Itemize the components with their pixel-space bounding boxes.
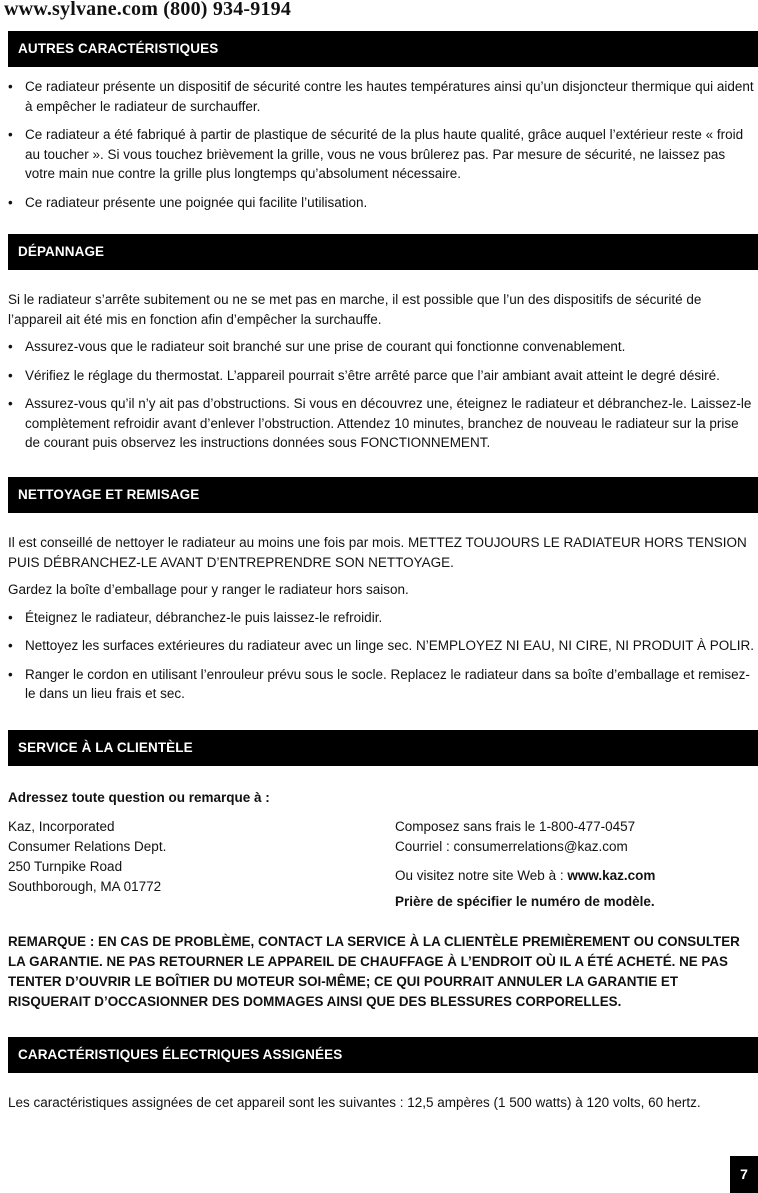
section-title-features: AUTRES CARACTÉRISTIQUES bbox=[8, 31, 758, 67]
service-web-link[interactable]: www.kaz.com bbox=[567, 868, 656, 883]
service-contact bbox=[395, 817, 655, 912]
troubleshooting-intro: Si le radiateur s’arrête subitement ou ne se met pas en marche, il est possible que l’un des dispositifs de sécurité de l’appareil ait été mis en fonction afin d’empêcher la surchauffe. bbox=[8, 292, 702, 327]
cleaning-intro: Il est conseillé de nettoyer le radiateur au moins une fois par mois. METTEZ TOUJOURS LE RADIATEUR HORS TENSION PUIS DÉBRANCHEZ-LE AVANT D’ENTREPRENDRE SON NETTOYAGE. bbox=[8, 535, 747, 570]
troubleshooting-body bbox=[8, 290, 756, 462]
section-title-cleaning: NETTOYAGE ET REMISAGE bbox=[8, 477, 758, 513]
site-header: www.sylvane.com (800) 934-9194 bbox=[4, 0, 292, 20]
service-web-line bbox=[395, 866, 655, 886]
cleaning-body bbox=[8, 533, 756, 713]
service-lead: Adressez toute question ou remarque à : bbox=[8, 790, 270, 805]
list-item: • Ce radiateur présente un dispositif de sécurité contre les hautes températures ainsi qu’un disjoncteur thermique qui aident à empêcher le radiateur de surchauffer. bbox=[8, 77, 756, 116]
cleaning-storage-note: Gardez la boîte d’emballage pour y ranger le radiateur hors saison. bbox=[8, 582, 409, 597]
address-line: Southborough, MA 01772 bbox=[8, 879, 162, 894]
list-item: • Assurez-vous que le radiateur soit branché sur une prise de courant qui fonctionne convenablement. bbox=[8, 337, 756, 357]
address-line: Kaz, Incorporated bbox=[8, 819, 115, 834]
features-body bbox=[8, 77, 756, 221]
section-title-service: SERVICE À LA CLIENTÈLE bbox=[8, 730, 758, 766]
address-line: Consumer Relations Dept. bbox=[8, 839, 167, 854]
electrical-text: Les caractéristiques assignées de cet appareil sont les suivantes : 12,5 ampères (1 500 watts) à 120 volts, 60 hertz. bbox=[8, 1095, 701, 1110]
list-item: • Ce radiateur a été fabriqué à partir de plastique de sécurité de la plus haute qualité, grâce auquel l’extérieur reste « froid au toucher ». Si vous touchez brièvement la grille, vous ne vous brûlerez pas. Par mesure de sécurité, ne laissez pas votre main nue contre la grille plus longtemps qu’absolument nécessaire. bbox=[8, 125, 756, 184]
page-number: 7 bbox=[730, 1156, 758, 1193]
list-item: • Ce radiateur présente une poignée qui facilite l’utilisation. bbox=[8, 193, 756, 213]
service-address bbox=[8, 817, 166, 897]
warning-note: REMARQUE : EN CAS DE PROBLÈME, CONTACT LA SERVICE À LA CLIENTÈLE PREMIÈREMENT OU CONSULTER LA GARANTIE. NE PAS RETOURNER LE APPAREIL DE CHAUFFAGE À L’ENDROIT OÙ IL A ÉTÉ ACHETÉ. NE PAS TENTER D’OUVRIR LE BOÎTIER DU MOTEUR SOI-MÊME; CE QUI POURRAIT ANNULER LA GARANTIE ET RISQUERAIT D’OCCASIONNER DES DOMMAGES AINSI QUE DES BLESSURES CORPORELLES. bbox=[8, 934, 740, 1009]
list-item: • Éteignez le radiateur, débranchez-le puis laissez-le refroidir. bbox=[8, 608, 756, 628]
service-phone: Composez sans frais le 1-800-477-0457 bbox=[395, 819, 636, 834]
service-model-note: Prière de spécifier le numéro de modèle. bbox=[395, 894, 655, 909]
list-item: • Ranger le cordon en utilisant l’enrouleur prévu sous le socle. Replacez le radiateur dans sa boîte d’emballage et remisez-le dans un lieu frais et sec. bbox=[8, 665, 756, 704]
list-item: • Vérifiez le réglage du thermostat. L’appareil pourrait s’être arrêté parce que l’air ambiant avait atteint le degré désiré. bbox=[8, 366, 756, 386]
list-item: • Nettoyez les surfaces extérieures du radiateur avec un linge sec. N’EMPLOYEZ NI EAU, NI CIRE, NI PRODUIT À POLIR. bbox=[8, 636, 756, 656]
address-line: 250 Turnpike Road bbox=[8, 859, 123, 874]
service-email: Courriel : consumerrelations@kaz.com bbox=[395, 839, 628, 854]
section-title-electrical: CARACTÉRISTIQUES ÉLECTRIQUES ASSIGNÉES bbox=[8, 1037, 758, 1073]
list-item: • Assurez-vous qu’il n’y ait pas d’obstructions. Si vous en découvrez une, éteignez le radiateur et débranchez-le. Laissez-le complètement refroidir avant d’enlever l’obstruction. Attendez 10 minutes, branchez de nouveau le radiateur sur la prise de courant puis observez les instructions données sous FONCTIONNEMENT. bbox=[8, 394, 756, 453]
section-title-troubleshooting: DÉPANNAGE bbox=[8, 234, 758, 270]
service-web-prefix: Ou visitez notre site Web à : bbox=[395, 868, 564, 883]
